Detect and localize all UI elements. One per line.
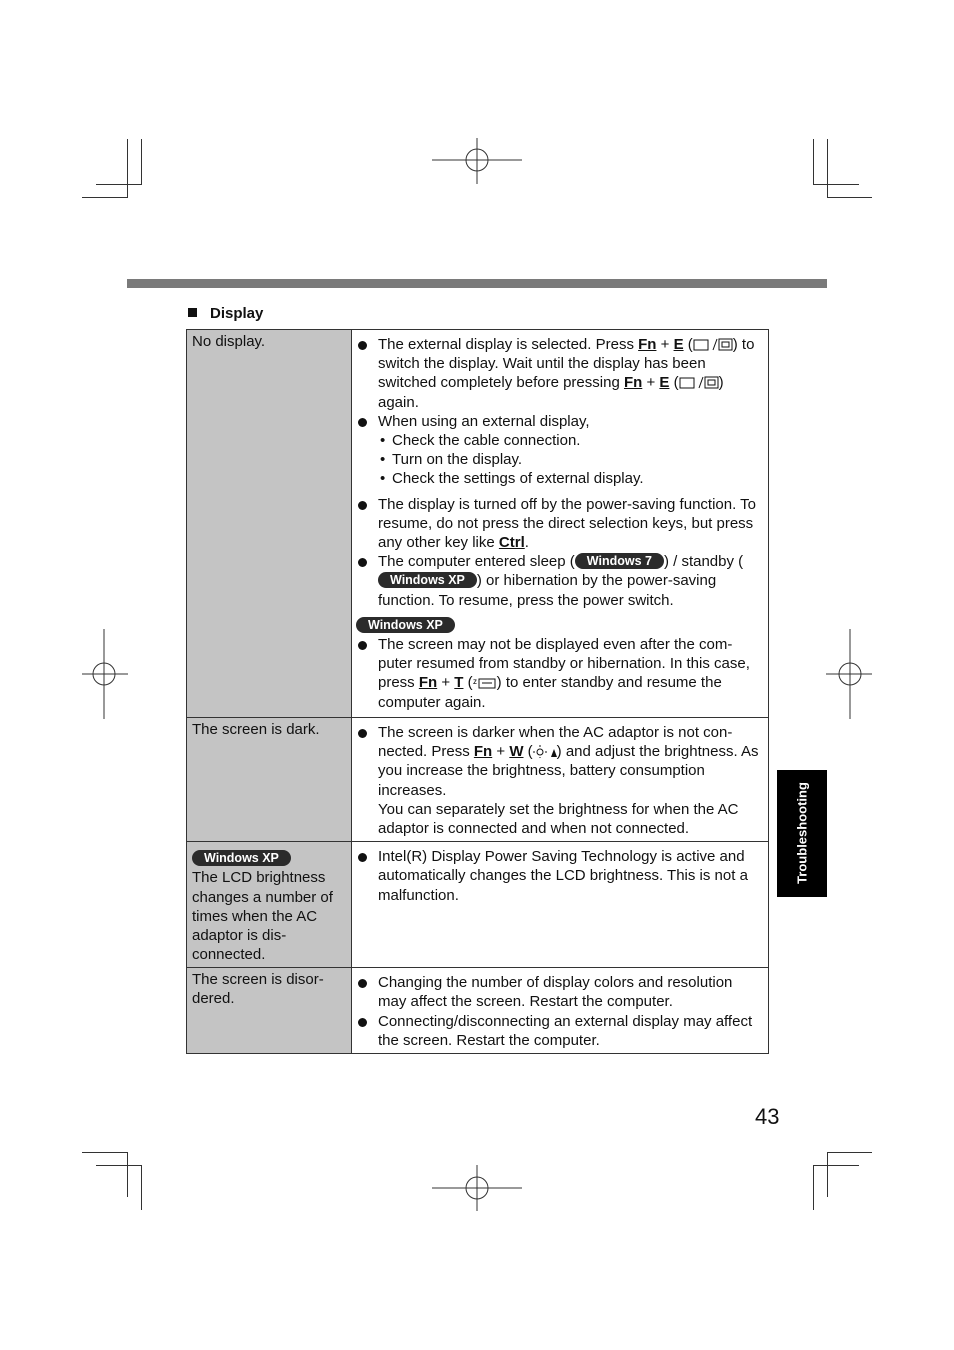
- fn-key: Fn: [473, 743, 493, 761]
- list-item: Connecting/disconnecting an external display may affect the screen. Restart the computer.: [356, 1012, 760, 1050]
- brightness-up-icon: [533, 745, 557, 758]
- t-key: T: [454, 674, 464, 692]
- solution-cell: [352, 330, 769, 718]
- fn-key: Fn: [623, 374, 643, 392]
- condition-cell: Windows XP The LCD brightness changes a number of times when the AC adaptor is dis-connected.: [187, 842, 352, 968]
- sub-item: • Turn on the display.: [356, 450, 760, 469]
- solution-cell: [352, 718, 769, 842]
- os-badge: Windows 7: [575, 553, 664, 569]
- sub-item: • Check the settings of external display.: [356, 469, 760, 488]
- e-key: E: [673, 336, 684, 353]
- registration-mark-icon: [82, 629, 128, 719]
- solution-cell: [352, 968, 769, 1054]
- display-switch-icon: [693, 338, 733, 351]
- list-item: The screen may not be displayed even after the com-puter resumed from standby or hibernation. In this case, press Fn + T ( z ) to enter standby and resume the computer again.: [356, 635, 760, 712]
- w-key: W: [509, 743, 524, 761]
- e-key: E: [659, 374, 670, 392]
- condition-cell: No display.: [187, 330, 352, 718]
- list-item: When using an external display,: [356, 412, 760, 431]
- standby-icon: [473, 676, 497, 689]
- table-row: [187, 842, 769, 968]
- table-row: [187, 968, 769, 1054]
- section-side-tab: Troubleshooting: [777, 770, 827, 897]
- fn-key: Fn: [638, 336, 657, 353]
- condition-cell: The screen is disor-dered.: [187, 968, 352, 1054]
- registration-mark-icon: [432, 1165, 522, 1211]
- table-row: [187, 718, 769, 842]
- os-badge: Windows XP: [378, 572, 477, 588]
- list-item: The screen is darker when the AC adaptor is not con-nected. Press Fn + W ( ) and adjust the brightness. As you increase the brightness, battery consumption increases. You can separately set the brightness for when the AC adaptor is connected and when not connected.: [356, 723, 760, 838]
- display-switch-icon: [679, 376, 719, 389]
- page-number: 43: [755, 1104, 780, 1129]
- list-item: The computer entered sleep ( Windows 7 ) / standby (Windows XP ) or hibernation by the power-saving function. To resume, press the power switch.: [356, 552, 760, 610]
- ctrl-key: Ctrl: [498, 534, 525, 552]
- svg-text:z: z: [472, 677, 477, 687]
- registration-mark-icon: [432, 138, 522, 184]
- solution-cell: [352, 842, 769, 968]
- list-item: The display is turned off by the power-saving function. To resume, do not press the direct selection keys, but press any other key like Ctrl.: [356, 495, 760, 553]
- list-item: Changing the number of display colors and resolution may affect the screen. Restart the computer.: [356, 973, 760, 1011]
- square-bullet-icon: [188, 308, 197, 317]
- registration-mark-icon: [826, 629, 872, 719]
- section-heading: Display: [188, 305, 263, 322]
- os-badge: Windows XP: [356, 617, 455, 633]
- os-badge: Windows XP: [192, 850, 291, 866]
- fn-key: Fn: [418, 674, 438, 692]
- troubleshooting-table: [186, 329, 769, 1054]
- sub-item: • Check the cable connection.: [356, 431, 760, 450]
- header-rule: [127, 279, 827, 288]
- list-item: Intel(R) Display Power Saving Technology is active and automatically changes the LCD brightness. This is not a malfunction.: [356, 847, 760, 905]
- condition-cell: The screen is dark.: [187, 718, 352, 842]
- table-row: [187, 330, 769, 718]
- list-item: The external display is selected. Press Fn + E ( ) to switch the display. Wait until the display has been switched completely before pressing Fn + E ( ) again.: [356, 335, 760, 412]
